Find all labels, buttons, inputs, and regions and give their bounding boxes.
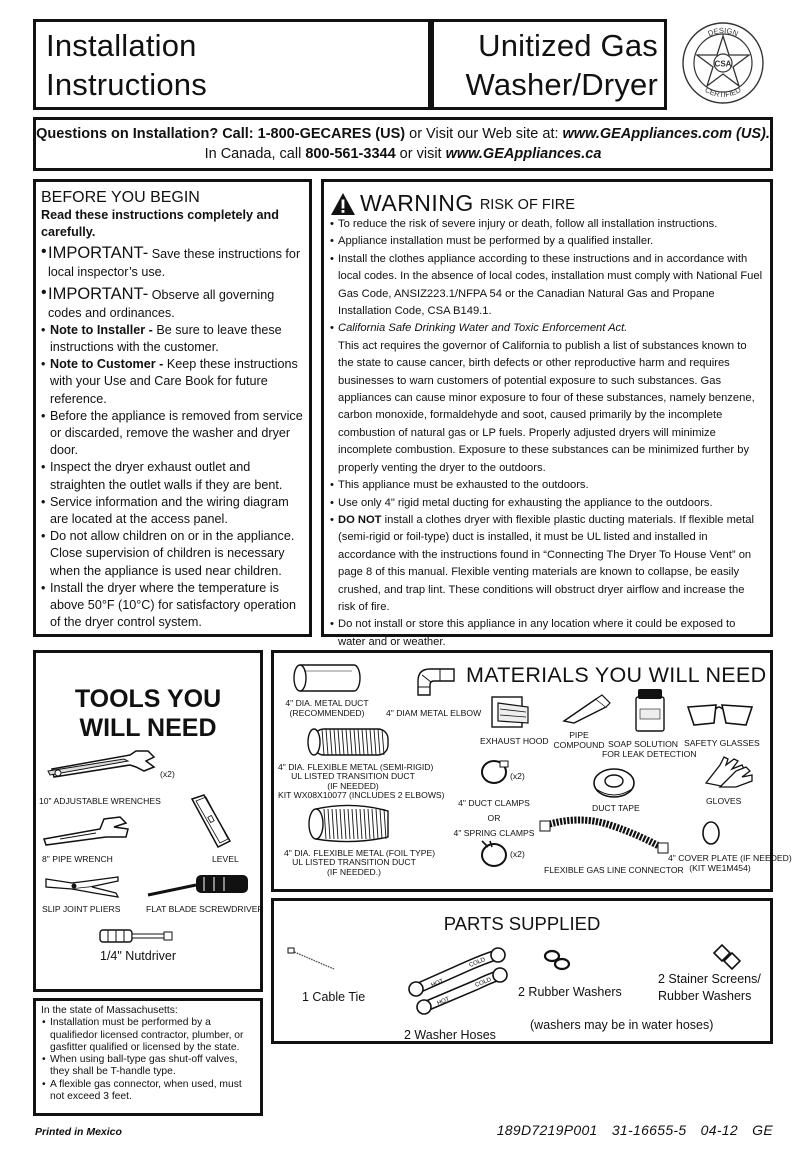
title-box bbox=[33, 19, 431, 110]
date-code: 04-12 GE bbox=[700, 1122, 773, 1138]
nutdriver-label: 1/4" Nutdriver bbox=[100, 949, 176, 963]
semi-rigid-duct-label bbox=[278, 762, 445, 800]
adjustable-wrench-label: 10" ADJUSTABLE WRENCHES bbox=[39, 796, 161, 806]
cover-plate-label-line: (KIT WE1M454) bbox=[689, 863, 751, 873]
list-item: • Install the clothes appliance according to these instructions and in accordance with local codes. In the absence of local codes, installation must comply with National Fuel Gas Code, ANSIZ223.1/NFPA 54 or the Canadian Natural Gas and Propane Installation Code, CSA B149.1. bbox=[330, 251, 764, 321]
tools-title-line2: WILL NEED bbox=[79, 714, 217, 742]
warning-list bbox=[330, 216, 764, 338]
wrench-qty: (x2) bbox=[160, 769, 175, 779]
list-item: • Do not install or store this appliance in any location where it could be exposed to water and or weather. bbox=[330, 616, 764, 651]
pipe-wrench-icon bbox=[40, 813, 135, 849]
important-label: IMPORTANT- bbox=[48, 284, 149, 303]
list-item: • Service information and the wiring diagram are located at the access panel. bbox=[41, 494, 303, 528]
duct-tape-label: DUCT TAPE bbox=[592, 803, 640, 813]
canada-phone-link[interactable]: 800-561-3344 bbox=[305, 146, 396, 162]
cover-plate-icon bbox=[698, 819, 724, 847]
cover-plate-label bbox=[668, 853, 792, 873]
metal-duct-icon bbox=[290, 661, 362, 695]
do-not-text: install a clothes dryer with flexible plastic ducting materials. If flexible metal (semi-rigid or foil-type) duct is installed, it must be UL listed and installed in accordance with the instructions found in “Connecting The Dryer To House Vent” on page 8 of this manual. Flexible venting materials are known to collapse, be easily crushed, and trap lint. These conditions will obstruct dryer airflow and increase the risk of fire. bbox=[338, 513, 754, 613]
foil-duct-label-line: 4" DIA. FLEXIBLE METAL (FOIL TYPE) bbox=[284, 848, 436, 858]
list-item: • Do not allow children on or in the appliance. Close supervision of children is necessary when the appliance is used near children. bbox=[41, 528, 303, 580]
clamps-label-line: 4" DUCT CLAMPS bbox=[458, 798, 530, 808]
us-phone-link[interactable]: 1-800-GECARES (US) bbox=[257, 126, 406, 142]
cover-plate-label-line: 4" COVER PLATE (IF NEEDED) bbox=[668, 853, 792, 863]
product-title-line2: Washer/Dryer bbox=[465, 67, 658, 102]
safety-glasses-icon bbox=[684, 699, 756, 731]
slip-joint-pliers-icon bbox=[42, 871, 122, 901]
seal-center-text: CSA bbox=[714, 59, 732, 69]
important-codes-item bbox=[41, 284, 303, 322]
list-item: • To reduce the risk of severe injury or death, follow all installation instructions. bbox=[330, 216, 764, 233]
tools-title-line1: TOOLS YOU bbox=[74, 685, 222, 713]
metal-duct-label-line: 4" DIA. METAL DUCT bbox=[285, 698, 369, 708]
prop65-paragraph: This act requires the governor of California to publish a list of substances known to the state to cause cancer, birth defects or other reproductive harm and requires businesses to warn customers of potential exposure to such substances. Gas appliances can cause minor exposure to four of these substances, namely benzene, carbon monoxide, formaldehyde and soot, caused primarily by the incomplete combustion of natural gas or LP fuels. Properly adjusted dryers will minimize incomplete combustion. Exposure to these substances can be minimized further by properly venting the dryer to the outdoors. bbox=[338, 339, 755, 474]
prop65-title: California Safe Drinking Water and Toxic Enforcement Act. bbox=[338, 322, 628, 335]
washers-note: (washers may be in water hoses) bbox=[530, 1018, 714, 1032]
before-list bbox=[41, 243, 303, 631]
gas-connector-icon bbox=[540, 813, 670, 857]
part-numbers bbox=[497, 1122, 773, 1138]
clamps-label-line: 4" SPRING CLAMPS bbox=[453, 828, 535, 838]
massachusetts-box bbox=[33, 998, 263, 1116]
soap-solution-label bbox=[602, 739, 697, 759]
hose-mark: HOT bbox=[430, 978, 445, 989]
flat-blade-screwdriver-icon bbox=[144, 869, 254, 901]
foil-duct-label-line: (IF NEEDED.) bbox=[327, 866, 381, 877]
metal-duct-label-line: (RECOMMENDED) bbox=[289, 708, 365, 718]
list-item: • Inspect the dryer exhaust outlet and straighten the outlet walls if they are bent. bbox=[41, 459, 303, 493]
warning-header bbox=[330, 186, 764, 216]
note-installer-text: Be sure to leave these instructions with the customer. bbox=[50, 322, 282, 355]
seal-top-text: DESIGN bbox=[706, 25, 740, 39]
semi-rigid-duct-label-line: 4" DIA. FLEXIBLE METAL (SEMI-RIGID) bbox=[278, 762, 434, 772]
foil-duct-icon bbox=[304, 803, 396, 845]
cable-tie-icon bbox=[288, 947, 338, 973]
note-installer-item bbox=[41, 322, 303, 356]
flat-blade-screwdriver-label: FLAT BLADE SCREWDRIVER bbox=[146, 904, 264, 914]
pipe-compound-label-line: PIPE bbox=[569, 730, 589, 740]
doc-title-line2: Instructions bbox=[46, 67, 207, 102]
doc-number: 31-16655-5 bbox=[611, 1122, 687, 1138]
spring-clamp-qty: (x2) bbox=[510, 849, 525, 859]
clamps-label-line: OR bbox=[487, 813, 501, 823]
list-item: • Installation must be performed by a qualifiedor licensed contractor, plumber, or gasfitter qualified or licensed by the state. bbox=[41, 1017, 255, 1054]
seal-bottom-text: CERTIFIED bbox=[703, 85, 743, 100]
pipe-compound-label bbox=[550, 730, 608, 750]
list-item: • Install the dryer where the temperature is above 50°F (10°C) for satisfactory operation of the dryer control system. bbox=[41, 580, 303, 632]
exhaust-hood-label: EXHAUST HOOD bbox=[480, 736, 549, 746]
contact-box bbox=[33, 117, 773, 171]
before-heading: BEFORE YOU BEGIN bbox=[41, 189, 200, 206]
printed-in: Printed in Mexico bbox=[35, 1126, 122, 1138]
pipe-wrench-label: 8" PIPE WRENCH bbox=[42, 854, 113, 864]
spring-clamp-icon bbox=[478, 839, 514, 871]
level-icon bbox=[186, 793, 236, 851]
exhaust-hood-icon bbox=[488, 693, 536, 731]
list-item: • Before the appliance is removed from service or discarded, remove the washer and dryer door. bbox=[41, 408, 303, 460]
adjustable-wrench-icon bbox=[44, 747, 159, 787]
duct-tape-icon bbox=[590, 765, 640, 801]
foil-duct-label bbox=[284, 848, 436, 877]
before-subheading: Read these instructions completely and carefully. bbox=[41, 208, 279, 240]
gloves-label: GLOVES bbox=[706, 796, 742, 806]
semi-rigid-duct-label-line: UL LISTED TRANSITION DUCT bbox=[291, 771, 415, 782]
nutdriver-icon bbox=[96, 925, 176, 947]
strainer-screens-icon bbox=[710, 943, 742, 971]
list-item bbox=[330, 320, 764, 337]
parts-title: PARTS SUPPLIED bbox=[443, 913, 601, 934]
list-item: • When using ball-type gas shut-off valves, they shall be T-handle type. bbox=[41, 1054, 255, 1079]
contact-line-canada bbox=[36, 144, 770, 164]
contact-ca-prefix: In Canada, call bbox=[204, 146, 306, 162]
materials-box bbox=[271, 650, 792, 892]
pipe-compound-icon bbox=[560, 693, 612, 727]
washer-hoses-label: 2 Washer Hoses bbox=[404, 1028, 496, 1042]
svg-text:CERTIFIED bbox=[703, 85, 743, 99]
note-customer-text: Keep these instructions with your Use and Care Book for future reference. bbox=[50, 357, 298, 406]
semi-rigid-duct-label-line: (IF NEEDED) bbox=[327, 780, 379, 791]
metal-elbow-label: 4" DIAM METAL ELBOW bbox=[386, 708, 482, 718]
important-save-text: Save these instructions for local inspector’s use. bbox=[48, 247, 301, 280]
product-box bbox=[431, 19, 667, 110]
list-item: • This appliance must be exhausted to the outdoors. bbox=[330, 477, 764, 494]
do-not-label: DO NOT bbox=[338, 513, 382, 526]
duct-clamp-qty: (x2) bbox=[510, 771, 525, 781]
safety-glasses-label: SAFETY GLASSES bbox=[684, 738, 760, 748]
strainer-screens-label-line: Rubber Washers bbox=[658, 989, 752, 1003]
hose-mark: COLD bbox=[468, 957, 487, 969]
materials-title: MATERIALS YOU WILL NEED bbox=[466, 663, 767, 687]
soap-solution-label-line: FOR LEAK DETECTION bbox=[602, 749, 697, 759]
design-certified-seal-icon bbox=[681, 21, 765, 105]
canada-website-link[interactable]: www.GEAppliances.ca bbox=[445, 146, 602, 162]
semi-rigid-duct-icon bbox=[304, 725, 396, 759]
massachusetts-list bbox=[41, 1017, 255, 1103]
duct-clamp-icon bbox=[478, 757, 514, 787]
note-customer-label: Note to Customer - bbox=[50, 357, 167, 372]
level-label: LEVEL bbox=[212, 854, 239, 864]
list-item: • A flexible gas connector, when used, must not exceed 3 feet. bbox=[41, 1079, 255, 1104]
washer-hoses-icon bbox=[410, 945, 506, 1015]
before-you-begin-box bbox=[33, 179, 312, 637]
warning-box bbox=[321, 179, 773, 648]
hose-mark: COLD bbox=[474, 977, 493, 989]
tools-box bbox=[33, 650, 263, 992]
warning-word: WARNING bbox=[360, 190, 474, 216]
slip-joint-pliers-label: SLIP JOINT PLIERS bbox=[42, 904, 121, 914]
rubber-washers-label: 2 Rubber Washers bbox=[518, 985, 622, 999]
metal-duct-label bbox=[278, 698, 376, 718]
cable-tie-label: 1 Cable Tie bbox=[302, 990, 366, 1004]
soap-solution-label-line: SOAP SOLUTION bbox=[607, 739, 679, 749]
important-codes-text: Observe all governing codes and ordinances. bbox=[48, 287, 275, 320]
hose-mark: HOT bbox=[436, 996, 451, 1007]
contact-us-prefix: Questions on Installation? Call: bbox=[36, 126, 258, 142]
warning-triangle-icon bbox=[330, 192, 356, 216]
warning-risk: RISK OF FIRE bbox=[479, 197, 575, 213]
tools-title bbox=[36, 685, 260, 743]
contact-line-us bbox=[36, 124, 770, 144]
contact-ca-mid: or visit bbox=[395, 146, 446, 162]
gas-connector-label: FLEXIBLE GAS LINE CONNECTOR bbox=[544, 865, 684, 875]
important-label: IMPORTANT- bbox=[48, 244, 149, 263]
list-item: • Use only 4" rigid metal ducting for exhausting the appliance to the outdoors. bbox=[330, 495, 764, 512]
list-item: • Appliance installation must be performed by a qualified installer. bbox=[330, 233, 764, 250]
rubber-washers-icon bbox=[542, 949, 572, 971]
list-item bbox=[330, 512, 764, 616]
soap-solution-icon bbox=[632, 687, 668, 735]
strainer-screens-label-line: 2 Stainer Screens/ bbox=[658, 972, 761, 986]
metal-elbow-icon bbox=[414, 665, 458, 705]
parts-supplied-box bbox=[271, 898, 773, 1044]
gloves-icon bbox=[700, 753, 760, 793]
note-installer-label: Note to Installer - bbox=[50, 322, 157, 337]
note-customer-item bbox=[41, 356, 303, 408]
important-save-item bbox=[41, 243, 303, 281]
product-title-line1: Unitized Gas bbox=[478, 28, 658, 63]
pipe-compound-label-line: COMPOUND bbox=[553, 740, 605, 750]
strainer-screens-label bbox=[658, 971, 761, 1005]
clamps-label bbox=[450, 796, 538, 841]
foil-duct-label-line: UL LISTED TRANSITION DUCT bbox=[292, 857, 416, 868]
massachusetts-heading: In the state of Massachusetts: bbox=[41, 1005, 178, 1016]
part-number: 189D7219P001 bbox=[496, 1122, 598, 1138]
semi-rigid-duct-label-line: KIT WX08X10077 (INCLUDES 2 ELBOWS) bbox=[278, 789, 445, 800]
contact-us-mid: or Visit our Web site at: bbox=[405, 126, 563, 142]
us-website-link[interactable]: www.GEAppliances.com (US). bbox=[562, 126, 770, 142]
doc-title-line1: Installation bbox=[46, 28, 197, 63]
